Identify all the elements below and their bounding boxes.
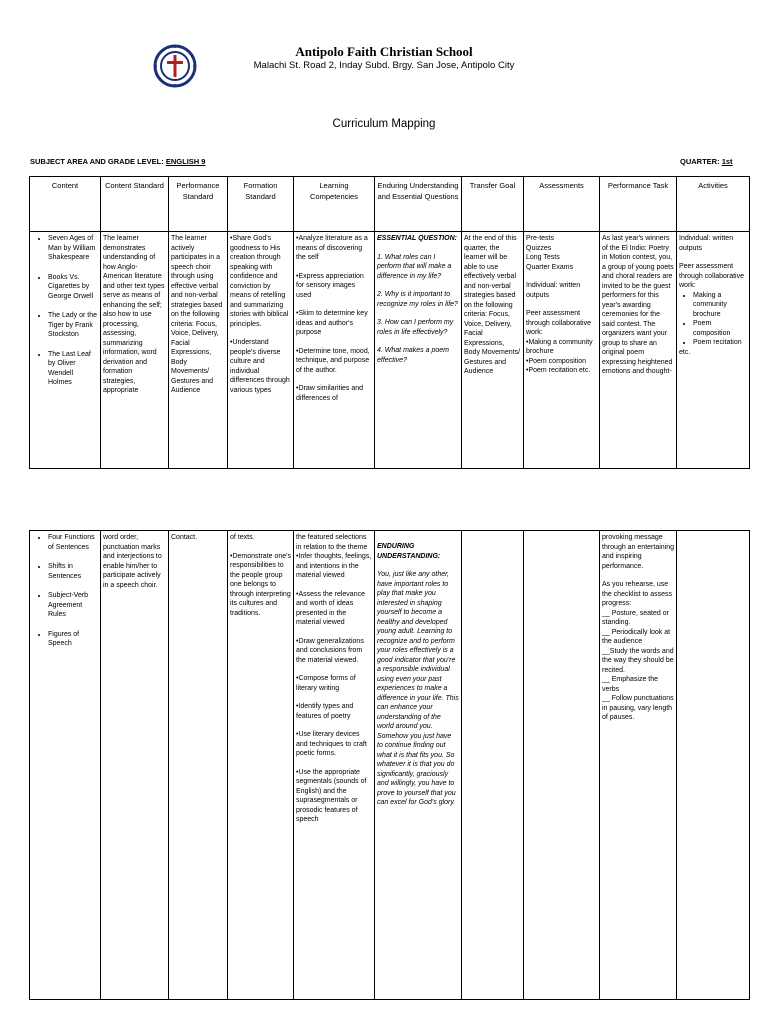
- transfer-goal-cell: [462, 531, 524, 1000]
- subject-area: [30, 157, 205, 166]
- col-header: Assessments: [524, 177, 600, 232]
- list-item: • Books Vs. Cigarettes by George Orwell: [48, 273, 98, 302]
- performance-task-cell: provoking message through an entertaining and inspiring performance. As you rehearse, use the checklist to assess progress: __ Posture, seated or standing. __ Periodically look at the audience __Study the words and the way they should be recited. __ Emphasize the verbs __ Follow punctuations in pausing, vary length of pauses.: [600, 531, 677, 1000]
- col-header: Performance Standard: [169, 177, 228, 232]
- activities-cell: Individual: written outputs Peer assessment through collaborative work: • Making a community brochure • Poem composition • Poem recitation etc.: [677, 232, 750, 469]
- enduring-understanding-cell: [375, 531, 462, 1000]
- assessments-cell: [524, 531, 600, 1000]
- performance-standard-cell: Contact.: [169, 531, 228, 1000]
- list-item: • The Lady or the Tiger by Frank Stockston: [48, 311, 98, 340]
- essential-heading: ESSENTIAL QUESTION:: [377, 235, 457, 242]
- list-item: • Poem recitation: [693, 338, 747, 348]
- document-header: [0, 44, 768, 72]
- col-header: Performance Task: [600, 177, 677, 232]
- enduring-text: You, just like any other, have important roles to play that make you interested in shaping yourself to become a healthy and developed young adult. Learning to recognize and to perform your roles effectively is a good indicator that you're a responsible individual using even your past experiences to make a difference in your life. This can enhance your understanding of the world around you. Somehow you just have to continue finding out what it is that fits you. So whatever it is that you do significantly, graciously and willingly, you have to prove to yourself that you can excel for God's glory.: [377, 571, 459, 806]
- school-name: Antipolo Faith Christian School: [295, 44, 473, 59]
- content-cell: [30, 232, 101, 469]
- formation-standard-cell: •Share God's goodness to His creation through speaking with confidence and conviction by means of retelling and summarizing stories with biblical principles. •Understand people's diverse culture and individual differences through various types: [228, 232, 294, 469]
- list-item: • Figures of Speech: [48, 630, 98, 649]
- learning-competencies-cell: •Analyze literature as a means of discovering the self •Express appreciation for sensory images used •Skim to determine key ideas and author's purpose •Determine tone, mood, technique, and purpose of the author. •Draw similarities and differences of: [294, 232, 375, 469]
- curriculum-table-page-1: [29, 176, 750, 469]
- quarter: [680, 157, 733, 166]
- col-header: Transfer Goal: [462, 177, 524, 232]
- content-cell: [30, 531, 101, 1000]
- activities-cell: [677, 531, 750, 1000]
- formation-standard-cell: of texts. •Demonstrate one's responsibilities to the people group one belongs to through interpreting its cultures and traditions.: [228, 531, 294, 1000]
- table-row: [30, 232, 750, 469]
- essential-questions-cell: ESSENTIAL QUESTION: 1. What roles can I perform that will make a difference in my life? 2. Why is it important to recognize my roles in life? 3. How can I perform my roles in life effectively? 4. What makes a poem effective?: [375, 232, 462, 469]
- list-item: • Subject-Verb Agreement Rules: [48, 591, 98, 620]
- col-header: Activities: [677, 177, 750, 232]
- subject-value: ENGLISH 9: [165, 157, 206, 166]
- assessments-cell: Pre-tests Quizzes Long Tests Quarter Exams Individual: written outputs Peer assessment through collaborative work: •Making a community brochure •Poem composition •Poem recitation etc.: [524, 232, 600, 469]
- col-header: Learning Competencies: [294, 177, 375, 232]
- quarter-label: QUARTER:: [680, 157, 720, 166]
- learning-competencies-cell: the featured selections in relation to the theme •Infer thoughts, feelings, and intentions in the material viewed •Assess the relevance and worth of ideas presented in the material viewed •Draw generalizations and conclusions from the material viewed. •Compose forms of literary writing •Identify types and features of poetry •Use literary devices and techniques to craft poetic forms. •Use the appropriate segmentals (sounds of English) and the suprasegmentals or prosodic features of speech: [294, 531, 375, 1000]
- content-standard-cell: word order, punctuation marks and interjections to enable him/her to participate actively in a speech choir.: [101, 531, 169, 1000]
- quarter-value: 1st: [721, 157, 733, 166]
- table-row: [30, 531, 750, 1000]
- performance-standard-cell: The learner actively participates in a speech choir through using effective verbal and non-verbal strategies based on the following criteria: Focus, Voice, Delivery, Facial Expressions, Body Movements/ Gestures and Audience: [169, 232, 228, 469]
- col-header: Content: [30, 177, 101, 232]
- list-item: • The Last Leaf by Oliver Wendell Holmes: [48, 350, 98, 388]
- transfer-goal-cell: At the end of this quarter, the learner will be able to use effectively verbal and non-verbal strategies based on the following criteria: Focus, Voice, Delivery, Facial Expressions, Body Movements/ Gestures and Audience: [462, 232, 524, 469]
- list-item: • Poem composition: [693, 319, 747, 338]
- table-header-row: [30, 177, 750, 232]
- list-item: • Seven Ages of Man by William Shakespeare: [48, 234, 98, 263]
- performance-task-cell: As last year's winners of the El Indio: Poetry in Motion contest, you, a group of young poets and choral readers are invited to be the guest performers for this year's awarding ceremonies for the said contest. The organizers want your group to share an original poem expressing heightened emotions and thought-: [600, 232, 677, 469]
- content-standard-cell: The learner demonstrates understanding of how Anglo-American literature and other text types serve as means of enhancing the self; also how to use processing, assessing, summarizing information, word derivation and formation strategies, appropriate: [101, 232, 169, 469]
- list-item: • Shifts in Sentences: [48, 562, 98, 581]
- page-title: Curriculum Mapping: [332, 118, 436, 130]
- school-address: Malachi St. Road 2, Inday Subd. Brgy. San Jose, Antipolo City: [253, 60, 515, 71]
- subject-label: SUBJECT AREA AND GRADE LEVEL:: [30, 157, 164, 166]
- list-item: • Making a community brochure: [693, 291, 747, 320]
- col-header: Content Standard: [101, 177, 169, 232]
- list-item: • Four Functions of Sentences: [48, 533, 98, 552]
- col-header: Enduring Understanding and Essential Questions: [375, 177, 462, 232]
- enduring-heading: ENDURING UNDERSTANDING:: [377, 543, 441, 560]
- curriculum-table-page-2: [29, 530, 750, 1000]
- col-header: Formation Standard: [228, 177, 294, 232]
